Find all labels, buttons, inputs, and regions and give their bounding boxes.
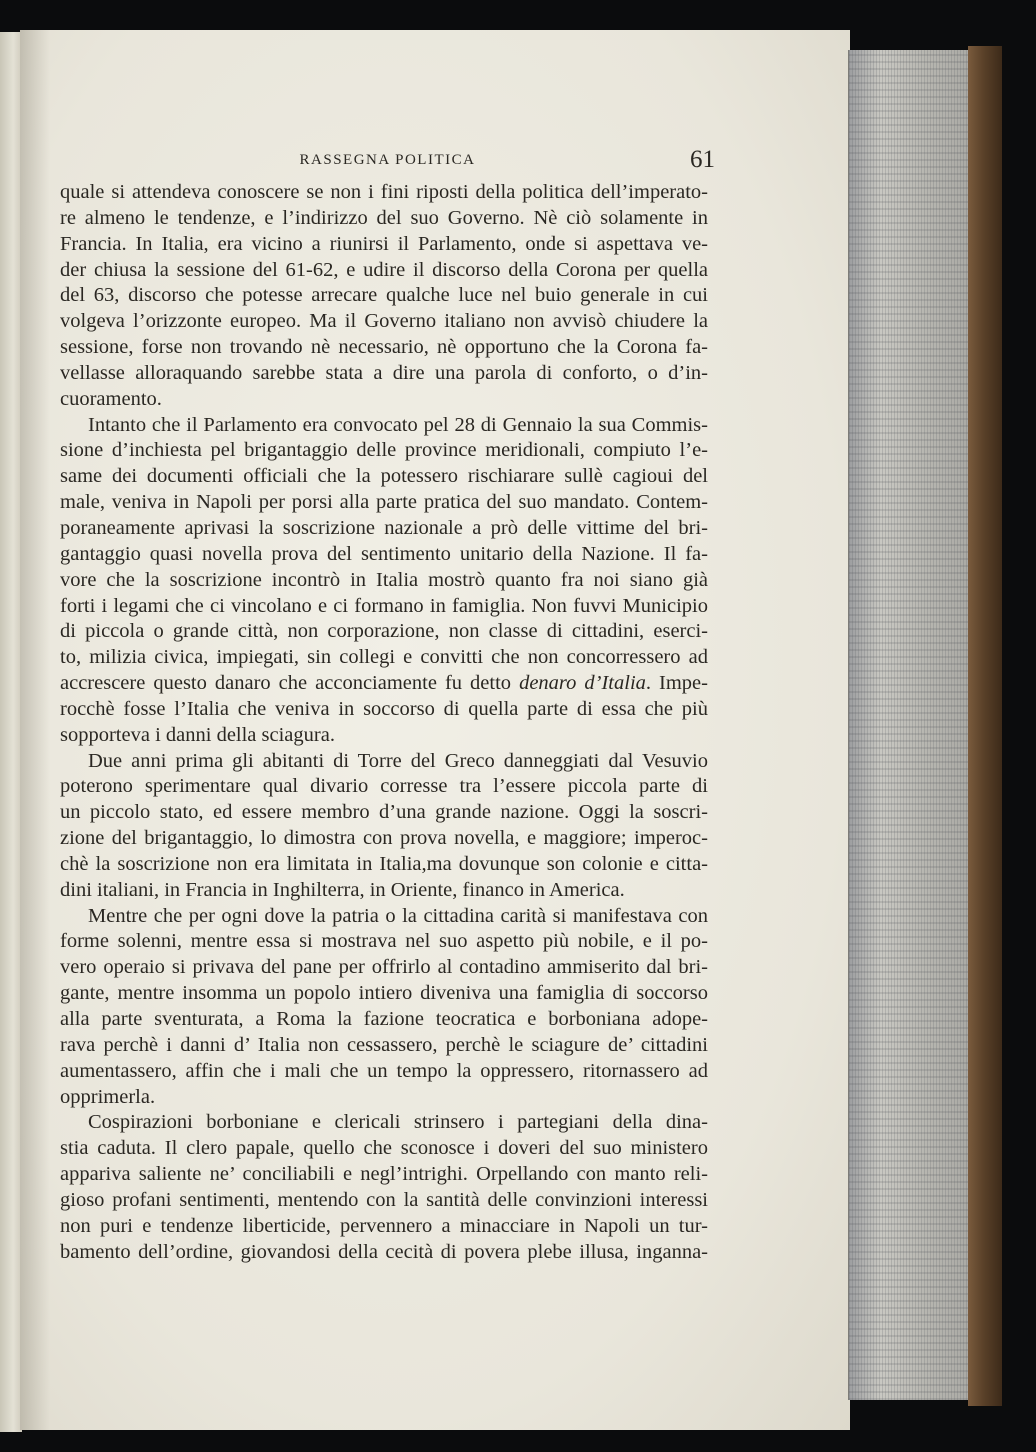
text-line: Francia. In Italia, era vicino a riunirsi il Parlamento, onde si aspettava ve- bbox=[60, 232, 708, 255]
text-line: forme solenni, mentre essa si mostrava nel suo aspetto più nobile, e il po- bbox=[60, 930, 708, 953]
facing-page-edge bbox=[0, 32, 22, 1432]
text-line: di piccola o grande città, non corporazione, non classe di cittadini, eserci- bbox=[60, 620, 708, 643]
text-line: gioso profani sentimenti, mentendo con la santità delle convinzioni interessi bbox=[60, 1188, 708, 1211]
text-line: to, milizia civica, impiegati, sin collegi e convitti che non concorressero ad bbox=[60, 646, 708, 669]
text-line: sopporteva i danni della sciagura. bbox=[60, 723, 335, 746]
text-line: zione del brigantaggio, lo dimostra con prova novella, e maggiore; imperoc- bbox=[60, 827, 708, 850]
text-line: der chiusa la sessione del 61-62, e udire il discorso della Corona per quella bbox=[60, 258, 708, 281]
text-line bbox=[60, 671, 708, 697]
text-line: same dei documenti officiali che la potessero rischiarare sullè cagioui del bbox=[60, 465, 708, 488]
text-line: gante, mentre insomma un popolo intiero diveniva una famiglia di soccorso bbox=[60, 982, 708, 1005]
text-line: Mentre che per ogni dove la patria o la cittadina carità si manifestava con bbox=[88, 904, 708, 927]
text-line: un piccolo stato, ed essere membro d’una grande nazione. Oggi la soscri- bbox=[60, 801, 708, 824]
text-line: non puri e tendenze liberticide, pervennero a minacciare in Napoli un tur- bbox=[60, 1214, 708, 1237]
text-line: dini italiani, in Francia in Inghilterra, in Oriente, financo in America. bbox=[60, 878, 625, 901]
page-block-fore-edge bbox=[848, 50, 977, 1400]
body-text bbox=[60, 180, 708, 1265]
book-cover-edge bbox=[968, 46, 1002, 1406]
text-line: quale si attendeva conoscere se non i fini riposti della politica dell’imperato- bbox=[60, 181, 708, 203]
italic-text: denaro d’Italia bbox=[519, 672, 646, 695]
text-line: vore che la soscrizione incontrò in Italia mostrò quanto fra noi siano già bbox=[60, 568, 708, 591]
text-line: opprimerla. bbox=[60, 1085, 156, 1108]
text-line: sione d’inchiesta pel brigantaggio delle province meridionali, compiuto l’e- bbox=[60, 439, 708, 462]
text-line: rava perchè i danni d’ Italia non cessassero, perchè le sciagure de’ cittadini bbox=[60, 1033, 708, 1056]
text-line: aumentassero, affin che i mali che un tempo la oppressero, ritornassero ad bbox=[60, 1059, 708, 1082]
text-line: chè la soscrizione non era limitata in Italia,ma dovunque son colonie e citta- bbox=[60, 852, 708, 875]
text-line: bamento dell’ordine, giovandosi della cecità di povera plebe illusa, inganna- bbox=[60, 1240, 708, 1263]
text-line: vellasse alloraquando sarebbe stata a dire una parola di conforto, o d’in- bbox=[60, 361, 708, 384]
text-line: gantaggio quasi novella prova del sentimento unitario della Nazione. Il fa- bbox=[60, 542, 708, 565]
text-line: poterono sperimentare qual divario corresse tra l’essere piccola parte di bbox=[60, 775, 708, 798]
text-line: cuoramento. bbox=[60, 387, 162, 410]
page-gutter-shadow bbox=[20, 30, 50, 1430]
text-line: re almeno le tendenze, e l’indirizzo del suo Governo. Nè ciò solamente in bbox=[60, 206, 708, 229]
text-line: del 63, discorso che potesse arrecare qualche luce nel buio generale in cui bbox=[60, 284, 708, 307]
text-line: alla parte sventurata, a Roma la fazione teocratica e borboniana adope- bbox=[60, 1008, 708, 1030]
page-number: 61 bbox=[690, 146, 715, 173]
text-line: vero operaio si privava del pane per offrirlo al contadino ammiserito dal bri- bbox=[60, 956, 708, 979]
running-title: RASSEGNA POLITICA bbox=[299, 152, 476, 168]
page-header bbox=[60, 146, 715, 176]
text-line: appariva saliente ne’ conciliabili e negl’intrighi. Orpellando con manto reli- bbox=[60, 1163, 708, 1186]
text-run: . Impe- bbox=[645, 672, 708, 695]
text-line: rocchè fosse l’Italia che veniva in soccorso di quella parte di essa che più bbox=[60, 697, 708, 720]
text-line: stia caduta. Il clero papale, quello che sconosce i doveri del suo ministero bbox=[60, 1137, 708, 1160]
text-line: Due anni prima gli abitanti di Torre del Greco danneggiati dal Vesuvio bbox=[88, 749, 708, 772]
text-line: poraneamente aprivasi la soscrizione nazionale a prò delle vittime del bri- bbox=[60, 516, 708, 539]
text-line: forti i legami che ci vincolano e ci formano in famiglia. Non fuvvi Municipio bbox=[60, 594, 708, 617]
text-line: male, veniva in Napoli per porsi alla parte pratica del suo mandato. Contem- bbox=[60, 491, 708, 514]
text-run: accrescere questo danaro che acconciamente fu detto bbox=[60, 672, 520, 695]
text-line: Intanto che il Parlamento era convocato pel 28 di Gennaio la sua Commis- bbox=[88, 413, 708, 436]
text-line: sessione, forse non trovando nè necessario, nè opportuno che la Corona fa- bbox=[60, 336, 708, 359]
text-line: Cospirazioni borboniane e clericali strinsero i partegiani della dina- bbox=[88, 1111, 708, 1134]
text-line: volgeva l’orizzonte europeo. Ma il Governo italiano non avvisò chiudere la bbox=[60, 310, 708, 333]
